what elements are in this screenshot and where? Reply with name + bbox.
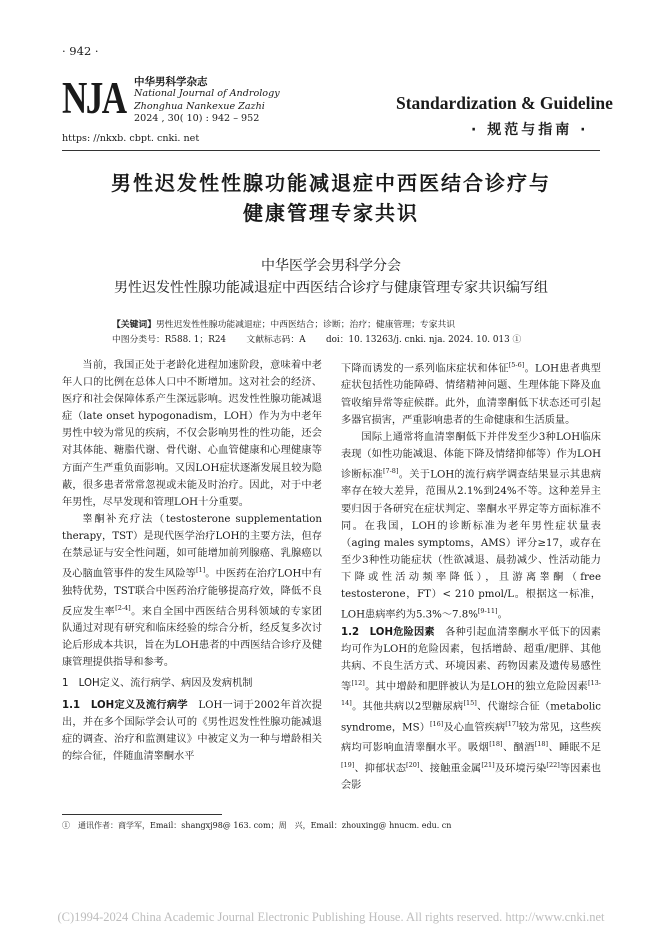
paragraph: 1.2 LOH危险因素 各种引起血清睾酮水平低下的因素均可作为LOH的危险因素，包括增龄、超重/肥胖、其他共病、不良生活方式、环境因素、药物因素及遗传易感性等[12]。其中增龄和肥胖被认为是LOH的独立危险因素[13-14]。其他共病以2型糖尿病[15]、代谢综合征（metabolic syndrome，MS）[16]及心血管疾病[17]较为常见，这些疾病均可影响血清睾酮水平。吸烟[18]、酗酒[18]、睡眠不足[19]、抑郁状态[20]、接触重金属[21]及环境污染[22]等因素也会影 [341, 626, 602, 792]
body-column-left [62, 357, 322, 765]
body-column-right [341, 357, 601, 794]
journal-name-cn: 中华男科学杂志 [134, 76, 208, 88]
column-title-cn: · 规范与指南 · [471, 122, 589, 138]
header-rule [62, 150, 600, 151]
section-heading: 1 LOH定义、流行病学、病因及发病机制 [62, 678, 253, 690]
paragraph: 1.1 LOH定义及流行病学 LOH一词于2002年首次提出，并在多个国际学会认可的《男性迟发性性腺功能减退症的调查、治疗和监测建议》中被定义为一种与增龄相关的综合征，伴随血清睾酮水平 [62, 699, 322, 762]
journal-name-pinyin: Zhonghua Nankexue Zazhi [134, 100, 265, 112]
paragraph: 睾酮补充疗法（testosterone supplementation therapy，TST）是现代医学治疗LOH的主要方法，但存在禁忌证与安全性问题，如可能增加前列腺癌、乳腺癌以及心脑血管事件的发生风险等[1]。中医药在治疗LOH中有独特优势，TST联合中医药治疗能够提高疗效，降低不良反应发生率[2-4]。来自全国中西医结合男科领域的专家团队通过对现有研究和临床经验的综合分析，经反复多次讨论后形成本共识，旨在为LOH患者的中西医结合诊疗及健康管理提供指导和参考。 [62, 513, 323, 669]
copyright-watermark: (C)1994-2024 China Academic Journal Electronic Publishing House. All rights reserved. http://www.cnki.net [57, 910, 605, 924]
journal-logo: NJA [62, 73, 126, 123]
author-group: 中华医学会男科学分会 男性迟发性性腺功能减退症中西医结合诊疗与健康管理专家共识编写组 [114, 258, 548, 296]
journal-issue: 2024 , 30( 10) : 942 – 952 [134, 113, 260, 125]
paragraph: 国际上通常将血清睾酮低下并伴发至少3种LOH临床表现（如性功能减退、体能下降及情绪抑郁等）作为LOH诊断标准[7-8]。关于LOH的流行病学调查结果显示其患病率存在较大差异，范围从2.1%到24%不等。这种差异主要归因于各研究在症状判定、睾酮水平界定等方面标准不同。在我国，LOH的诊断标准为老年男性症状量表（aging males symptoms，AMS）评分≥17，或存在至少3种性功能症状（性欲减退、晨勃减少、性活动能力下降或性活动频率降低），且游离睾酮（free testosterone，FT）< 210 pmol/L。根据这一标准，LOH患病率约为5.3%～7.8%[9-11]。 [341, 431, 602, 621]
classification-line: 中图分类号：R588. 1；R24 文献标志码：A doi：10. 13263/j. cnki. nja. 2024. 10. 013 ① [112, 335, 522, 345]
article-meta [112, 318, 552, 348]
column-title-en: Standardization & Guideline [396, 93, 613, 113]
journal-info [134, 76, 280, 126]
footnote: ① 通讯作者：商学军，Email：shangxj98@ 163. com；周 兴，Email：zhouxing@ hnucm. edu. cn [62, 821, 452, 830]
journal-name-en: National Journal of Andrology [134, 88, 280, 100]
paragraph: 下降而诱发的一系列临床症状和体征[5-6]。LOH患者典型症状包括性功能障碍、情绪精神问题、生理体能下降及血管收缩异常等症候群。此外，血清睾酮低下状态还可引起多器官损害，严重影响患者的生命健康和生活质量。 [341, 361, 601, 426]
keywords-line: 【关键词】男性迟发性性腺功能减退症；中西医结合；诊断；治疗；健康管理；专家共识 [112, 320, 456, 330]
article-title: 男性迟发性性腺功能减退症中西医结合诊疗与 健康管理专家共识 [111, 171, 551, 225]
journal-url[interactable]: https: //nkxb. cbpt. cnki. net [62, 133, 200, 144]
paragraph: 当前，我国正处于老龄化进程加速阶段，意味着中老年人口的比例在总体人口中不断增加。这对社会的经济、医疗和社会保障体系产生深远影响。迟发性性腺功能减退症（late onset hypogonadism，LOH）作为为中老年男性中较为常见的疾病，不仅会影响男性的性功能，还会对其体能、糖脂代谢、骨代谢、心血管健康和心理健康等方面产生严重负面影响。又因LOH症状逐渐发展且较为隐蔽，很多患者常常忽视或未能及时治疗。因此，对于中老年男性，尽早发现和管理LOH十分重要。 [62, 360, 322, 508]
footnote-rule [62, 814, 222, 815]
page-number: · 942 · [62, 44, 99, 58]
